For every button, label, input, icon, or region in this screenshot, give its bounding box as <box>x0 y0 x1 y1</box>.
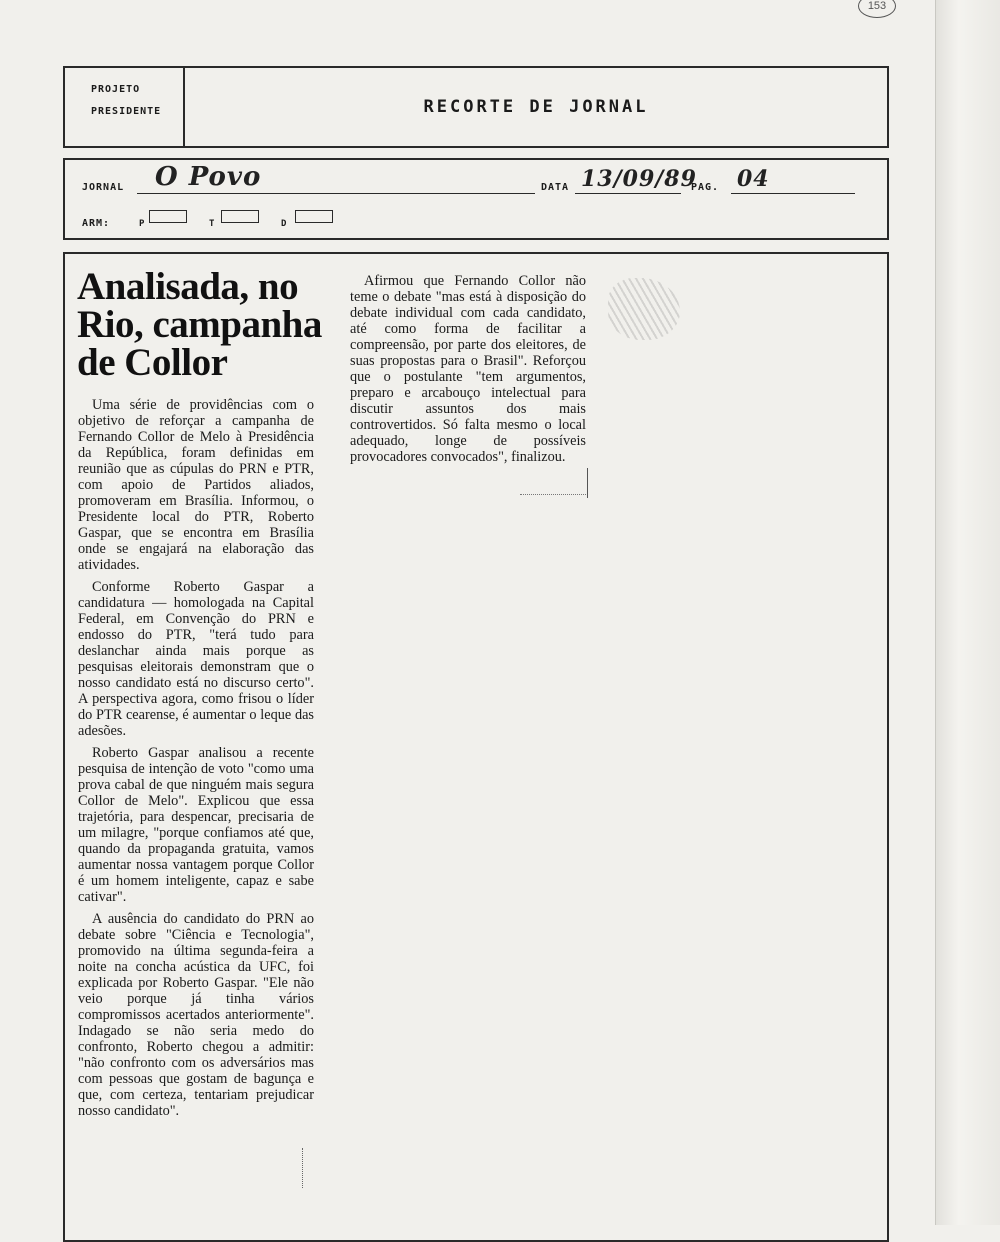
clipping-header <box>63 66 889 148</box>
article-headline: Analisada, no Rio, campanha de Collor <box>77 265 322 384</box>
pag-line <box>731 193 855 194</box>
paragraph: Roberto Gaspar analisou a recente pesquisa de intenção de voto "como uma prova cabal de que ninguém mais segura Collor de Melo". Explicou que essa trajetória, para despencar, precisaria de um milagre, "porque confiamos até que, quando da propaganda gratuita, vamos aumentar nossa vantagem porque Collor é um homem inteligente, capaz e sabe cativar". <box>78 745 314 905</box>
arm-t-label: T <box>209 219 216 229</box>
arm-p-box <box>149 210 187 223</box>
paragraph: A ausência do candidato do PRN ao debate sobre "Ciência e Tecnologia", promovido na última segunda-feira a noite na concha acústica da UFC, foi explicada por Roberto Gaspar. "Ele não veio porque já tinha vários compromissos acertados anteriormente". Indagado se não seria medo do confronto, Roberto chegou a admitir: "não confronto com os adversários mas com pessoas que gostam de bagunça e que, com certeza, tentariam prejudicar nosso candidato". <box>78 911 314 1119</box>
data-value: 13/09/89 <box>581 166 697 192</box>
pag-value: 04 <box>737 166 770 192</box>
project-line-1: PROJETO <box>91 84 141 95</box>
clipping-info <box>63 158 889 240</box>
pag-label: PAG. <box>691 182 720 193</box>
article-column-2 <box>350 273 586 471</box>
column-end-rule <box>520 494 586 495</box>
arm-label: ARM: <box>82 218 111 229</box>
data-label: DATA <box>541 182 570 193</box>
article-column-1 <box>78 397 314 1125</box>
jornal-line <box>137 193 535 194</box>
project-label <box>65 68 185 146</box>
column-rule <box>302 1148 303 1188</box>
paragraph: Conforme Roberto Gaspar a candidatura — homologada na Capital Federal, em Convenção do PRN e endosso do PTR, "terá tudo para deslanchar ainda mais porque as pesquisas eleitorais demonstram que o nosso candidato está no discurso certo". A perspectiva agora, como frisou o líder do PTR cearense, é aumentar o leque das adesões. <box>78 579 314 739</box>
arm-d-box <box>295 210 333 223</box>
form-title: RECORTE DE JORNAL <box>423 97 649 117</box>
project-line-2: PRESIDENTE <box>91 106 162 117</box>
page-edge <box>935 0 1000 1225</box>
arm-t-box <box>221 210 259 223</box>
arm-d-label: D <box>281 219 288 229</box>
paragraph: Uma série de providências com o objetivo de reforçar a campanha de Fernando Collor de Melo à Presidência da República, foram definidas em reunião que as cúpulas do PRN e PTR, com apoio de Partidos aliados, promoveram em Brasília. Informou, o Presidente local do PTR, Roberto Gaspar, que se encontra em Brasília onde se engajará na elaboração das atividades. <box>78 397 314 573</box>
data-line <box>575 193 681 194</box>
column-rule <box>587 468 588 498</box>
jornal-label: JORNAL <box>82 182 125 193</box>
arm-p-label: P <box>139 219 146 229</box>
page-number-mark: 153 <box>858 0 896 18</box>
jornal-value: O Povo <box>155 162 262 192</box>
paragraph: Afirmou que Fernando Collor não teme o debate "mas está à disposição do debate individual com cada candidato, até como forma de facilitar a compreensão, por parte dos eleitores, de suas propostas para o Brasil". Reforçou que o postulante "tem argumentos, preparo e arcabouço intelectual para discutir assuntos dos mais controvertidos. Só falta mesmo o local adequado, longe de possíveis provocadores convocados", finalizou. <box>350 273 586 465</box>
